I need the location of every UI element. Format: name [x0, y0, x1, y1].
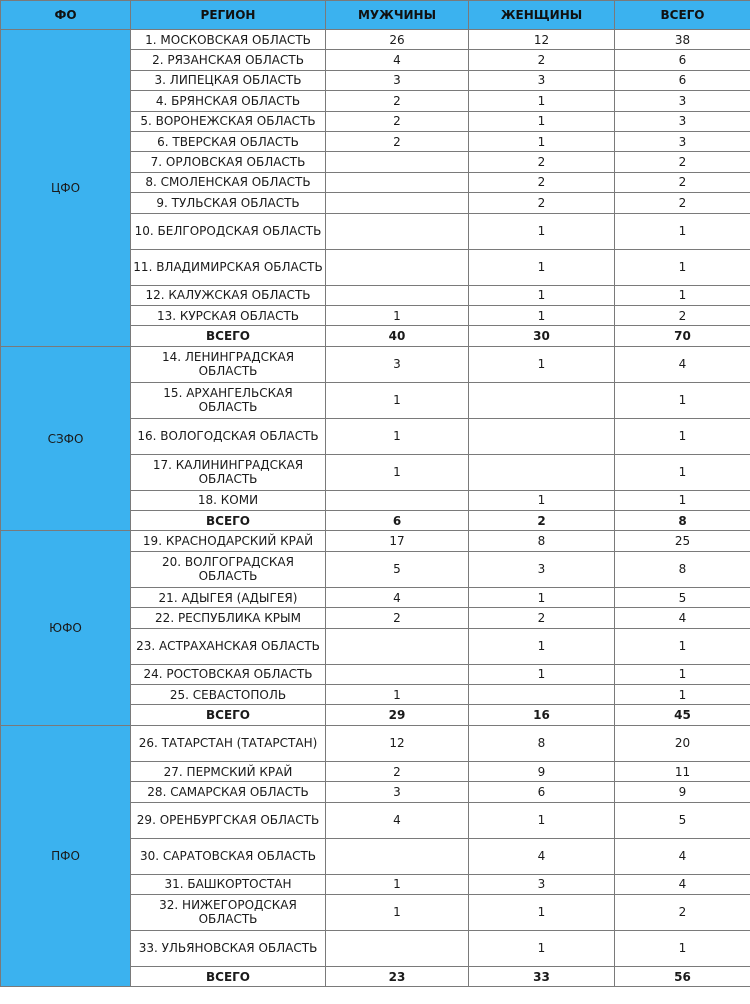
women-cell: 1: [469, 213, 615, 249]
region-cell: 10. БЕЛГОРОДСКАЯ ОБЛАСТЬ: [131, 213, 326, 249]
region-cell: 7. ОРЛОВСКАЯ ОБЛАСТЬ: [131, 152, 326, 172]
total-cell: 2: [615, 152, 750, 172]
women-cell: [469, 418, 615, 454]
total-cell: 2: [615, 305, 750, 325]
men-cell: 1: [326, 382, 469, 418]
men-cell: [326, 152, 469, 172]
men-cell: 1: [326, 894, 469, 930]
table-header-row: [1, 1, 750, 30]
men-cell: [326, 490, 469, 510]
men-cell: [326, 193, 469, 213]
total-label-cell: ВСЕГО: [131, 511, 326, 531]
total-women-cell: 33: [469, 966, 615, 986]
women-cell: 2: [469, 172, 615, 192]
total-cell: 6: [615, 50, 750, 70]
total-cell: 1: [615, 490, 750, 510]
men-cell: 26: [326, 30, 469, 50]
women-cell: 1: [469, 305, 615, 325]
fo-cell: ЮФО: [1, 531, 131, 725]
region-cell: 24. РОСТОВСКАЯ ОБЛАСТЬ: [131, 664, 326, 684]
men-cell: [326, 628, 469, 664]
total-cell: 5: [615, 587, 750, 607]
women-cell: 3: [469, 70, 615, 90]
total-men-cell: 29: [326, 705, 469, 725]
total-cell: 1: [615, 628, 750, 664]
region-cell: 26. ТАТАРСТАН (ТАТАРСТАН): [131, 725, 326, 761]
men-cell: 1: [326, 418, 469, 454]
total-cell: 1: [615, 249, 750, 285]
men-cell: [326, 285, 469, 305]
region-cell: 3. ЛИПЕЦКАЯ ОБЛАСТЬ: [131, 70, 326, 90]
men-cell: 2: [326, 111, 469, 131]
total-cell: 2: [615, 172, 750, 192]
total-cell: 8: [615, 551, 750, 587]
men-cell: 17: [326, 531, 469, 551]
men-cell: 1: [326, 454, 469, 490]
table-row: [1, 346, 750, 382]
region-cell: 32. НИЖЕГОРОДСКАЯ ОБЛАСТЬ: [131, 894, 326, 930]
table-row: [1, 30, 750, 50]
men-cell: [326, 249, 469, 285]
region-cell: 8. СМОЛЕНСКАЯ ОБЛАСТЬ: [131, 172, 326, 192]
total-sum-cell: 8: [615, 511, 750, 531]
women-cell: 1: [469, 628, 615, 664]
total-cell: 38: [615, 30, 750, 50]
region-cell: 23. АСТРАХАНСКАЯ ОБЛАСТЬ: [131, 628, 326, 664]
men-cell: 3: [326, 782, 469, 802]
women-cell: 1: [469, 249, 615, 285]
region-cell: 30. САРАТОВСКАЯ ОБЛАСТЬ: [131, 838, 326, 874]
region-cell: 9. ТУЛЬСКАЯ ОБЛАСТЬ: [131, 193, 326, 213]
women-cell: 3: [469, 874, 615, 894]
men-cell: [326, 838, 469, 874]
women-cell: 1: [469, 285, 615, 305]
total-cell: 4: [615, 346, 750, 382]
women-cell: 8: [469, 531, 615, 551]
women-cell: 1: [469, 664, 615, 684]
total-label-cell: ВСЕГО: [131, 326, 326, 346]
region-cell: 6. ТВЕРСКАЯ ОБЛАСТЬ: [131, 131, 326, 151]
region-cell: 27. ПЕРМСКИЙ КРАЙ: [131, 761, 326, 781]
region-cell: 1. МОСКОВСКАЯ ОБЛАСТЬ: [131, 30, 326, 50]
fo-cell: ПФО: [1, 725, 131, 987]
men-cell: 5: [326, 551, 469, 587]
total-cell: 1: [615, 285, 750, 305]
men-cell: 1: [326, 874, 469, 894]
header-men: МУЖЧИНЫ: [326, 1, 469, 30]
women-cell: 2: [469, 152, 615, 172]
women-cell: 12: [469, 30, 615, 50]
table-row: [1, 531, 750, 551]
men-cell: [326, 172, 469, 192]
total-cell: 1: [615, 454, 750, 490]
men-cell: 4: [326, 802, 469, 838]
women-cell: [469, 382, 615, 418]
total-label-cell: ВСЕГО: [131, 705, 326, 725]
total-cell: 20: [615, 725, 750, 761]
total-cell: 4: [615, 838, 750, 874]
total-cell: 6: [615, 70, 750, 90]
total-women-cell: 30: [469, 326, 615, 346]
region-cell: 17. КАЛИНИНГРАДСКАЯ ОБЛАСТЬ: [131, 454, 326, 490]
region-cell: 15. АРХАНГЕЛЬСКАЯ ОБЛАСТЬ: [131, 382, 326, 418]
women-cell: 1: [469, 587, 615, 607]
region-cell: 21. АДЫГЕЯ (АДЫГЕЯ): [131, 587, 326, 607]
women-cell: 9: [469, 761, 615, 781]
total-cell: 9: [615, 782, 750, 802]
total-cell: 2: [615, 894, 750, 930]
total-sum-cell: 70: [615, 326, 750, 346]
total-sum-cell: 45: [615, 705, 750, 725]
men-cell: 3: [326, 346, 469, 382]
total-women-cell: 16: [469, 705, 615, 725]
men-cell: 1: [326, 685, 469, 705]
men-cell: [326, 213, 469, 249]
region-cell: 11. ВЛАДИМИРСКАЯ ОБЛАСТЬ: [131, 249, 326, 285]
men-cell: [326, 930, 469, 966]
total-cell: 1: [615, 930, 750, 966]
region-cell: 16. ВОЛОГОДСКАЯ ОБЛАСТЬ: [131, 418, 326, 454]
region-cell: 19. КРАСНОДАРСКИЙ КРАЙ: [131, 531, 326, 551]
total-cell: 25: [615, 531, 750, 551]
table-row: [1, 725, 750, 761]
region-cell: 28. САМАРСКАЯ ОБЛАСТЬ: [131, 782, 326, 802]
total-cell: 1: [615, 213, 750, 249]
total-women-cell: 2: [469, 511, 615, 531]
total-cell: 1: [615, 418, 750, 454]
region-cell: 22. РЕСПУБЛИКА КРЫМ: [131, 608, 326, 628]
women-cell: 1: [469, 111, 615, 131]
women-cell: 1: [469, 91, 615, 111]
header-total: ВСЕГО: [615, 1, 750, 30]
total-cell: 2: [615, 193, 750, 213]
region-cell: 25. СЕВАСТОПОЛЬ: [131, 685, 326, 705]
men-cell: 2: [326, 608, 469, 628]
total-cell: 3: [615, 111, 750, 131]
region-cell: 33. УЛЬЯНОВСКАЯ ОБЛАСТЬ: [131, 930, 326, 966]
region-cell: 12. КАЛУЖСКАЯ ОБЛАСТЬ: [131, 285, 326, 305]
region-cell: 18. КОМИ: [131, 490, 326, 510]
women-cell: 1: [469, 346, 615, 382]
women-cell: 2: [469, 193, 615, 213]
total-cell: 11: [615, 761, 750, 781]
women-cell: 1: [469, 802, 615, 838]
women-cell: 1: [469, 131, 615, 151]
men-cell: 4: [326, 587, 469, 607]
total-cell: 3: [615, 91, 750, 111]
women-cell: 2: [469, 50, 615, 70]
men-cell: 2: [326, 761, 469, 781]
men-cell: 1: [326, 305, 469, 325]
total-cell: 4: [615, 874, 750, 894]
total-cell: 3: [615, 131, 750, 151]
men-cell: 2: [326, 131, 469, 151]
men-cell: [326, 664, 469, 684]
region-cell: 5. ВОРОНЕЖСКАЯ ОБЛАСТЬ: [131, 111, 326, 131]
women-cell: 1: [469, 894, 615, 930]
fo-cell: ЦФО: [1, 30, 131, 347]
total-cell: 1: [615, 685, 750, 705]
region-cell: 20. ВОЛГОГРАДСКАЯ ОБЛАСТЬ: [131, 551, 326, 587]
total-cell: 1: [615, 382, 750, 418]
header-region: РЕГИОН: [131, 1, 326, 30]
women-cell: 1: [469, 930, 615, 966]
men-cell: 2: [326, 91, 469, 111]
women-cell: 4: [469, 838, 615, 874]
women-cell: 8: [469, 725, 615, 761]
table-body: [1, 30, 750, 987]
women-cell: 1: [469, 490, 615, 510]
men-cell: 3: [326, 70, 469, 90]
men-cell: 4: [326, 50, 469, 70]
total-cell: 5: [615, 802, 750, 838]
women-cell: [469, 685, 615, 705]
fo-cell: СЗФО: [1, 346, 131, 531]
total-cell: 4: [615, 608, 750, 628]
region-cell: 14. ЛЕНИНГРАДСКАЯ ОБЛАСТЬ: [131, 346, 326, 382]
women-cell: 3: [469, 551, 615, 587]
total-men-cell: 40: [326, 326, 469, 346]
men-cell: 12: [326, 725, 469, 761]
header-fo: ФО: [1, 1, 131, 30]
region-cell: 31. БАШКОРТОСТАН: [131, 874, 326, 894]
header-women: ЖЕНЩИНЫ: [469, 1, 615, 30]
region-cell: 13. КУРСКАЯ ОБЛАСТЬ: [131, 305, 326, 325]
total-sum-cell: 56: [615, 966, 750, 986]
region-cell: 29. ОРЕНБУРГСКАЯ ОБЛАСТЬ: [131, 802, 326, 838]
women-cell: [469, 454, 615, 490]
total-label-cell: ВСЕГО: [131, 966, 326, 986]
total-cell: 1: [615, 664, 750, 684]
total-men-cell: 23: [326, 966, 469, 986]
women-cell: 6: [469, 782, 615, 802]
region-cell: 2. РЯЗАНСКАЯ ОБЛАСТЬ: [131, 50, 326, 70]
region-cell: 4. БРЯНСКАЯ ОБЛАСТЬ: [131, 91, 326, 111]
total-men-cell: 6: [326, 511, 469, 531]
women-cell: 2: [469, 608, 615, 628]
